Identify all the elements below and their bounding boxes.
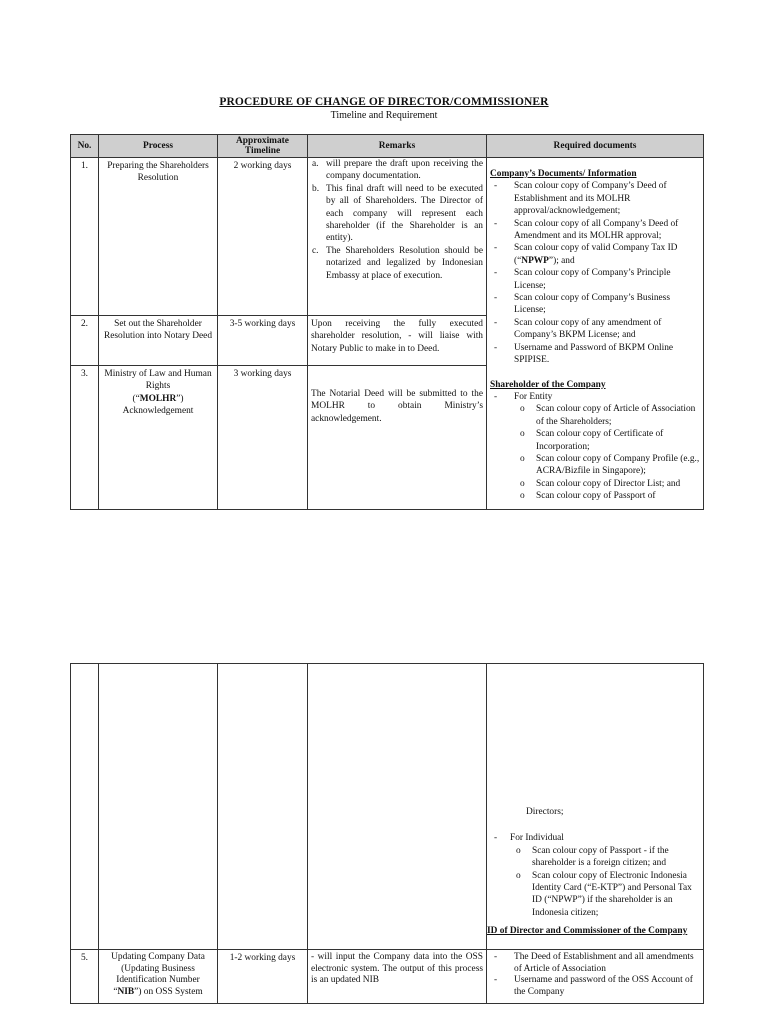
list-item: - Scan colour copy of all Company’s Deed of Amendment and its MOLHR approval; [494,218,679,242]
oss-documents-list [490,952,700,998]
list-item: o Scan colour copy of Electronic Indonesia Identity Card (“E-KTP”) and Personal Tax ID (“NPWP”) if the shareholder is an Indonesia citizen; [516,870,692,918]
timeline-cell [218,664,308,950]
row-number: 3. [71,366,99,510]
table-header-row [71,135,704,158]
required-documents-cell [487,664,704,950]
list-item: o Scan colour copy of Certificate of Incorporation; [520,429,664,452]
list-item: o Scan colour copy of Article of Association of the Shareholders; [520,404,696,427]
entity-documents-list [514,403,700,504]
procedure-table-continued [70,663,704,1004]
list-item: - Scan colour copy of Company’s Principle License; [494,268,671,291]
header-remarks: Remarks [308,135,487,158]
header-process: Process [99,135,218,158]
process-cell: Ministry of Law and Human Rights (“MOLHR”) Acknowledgement [99,366,218,510]
timeline-cell: 1-2 working days [218,950,308,1004]
list-item: o Scan colour copy of Company Profile (e.g., ACRA/Bizfile in Singapore); [520,453,700,477]
remarks-cell: - will input the Company data into the OSS electronic system. The output of this process is an updated NIB [308,950,487,1004]
list-item: - Scan colour copy of Company’s Business License; [494,293,670,316]
individual-documents-list [510,845,700,919]
row-number: 5. [71,950,99,1004]
row-number [71,664,99,950]
company-documents-list [490,180,700,366]
list-item: b. This final draft will need to be executed by all of Shareholders. The Director of each company will represent each shareholder (if the Shareholder is an entity). [312,183,483,244]
table-row [71,158,704,316]
table-row [71,664,704,950]
document-subtitle: Timeline and Requirement [330,110,438,121]
individual-list [490,832,700,919]
table-row [71,950,704,1004]
list-item: o Scan colour copy of Passport - if the shareholder is a foreign citizen; and [516,845,669,869]
id-director-heading: ID of Director and Commissioner of the Company [487,926,688,937]
timeline-cell: 3-5 working days [218,316,308,366]
remarks-cell [308,158,487,316]
timeline-cell: 2 working days [218,158,308,316]
required-documents-cell [487,950,704,1004]
process-cell: Set out the Shareholder Resolution into Notary Deed [99,316,218,366]
list-item: a. will prepare the draft upon receiving the company documentation. [312,159,483,182]
remarks-cell [308,664,487,950]
list-item: o Scan colour copy of Passport of [520,491,656,502]
process-cell: Preparing the Shareholders Resolution [99,158,218,316]
process-cell: Updating Company Data (Updating Business Identification Number “NIB”) on OSS System [99,950,218,1004]
procedure-table [70,134,704,510]
list-item: - Username and Password of BKPM Online SPIPISE. [494,342,674,366]
process-cell [99,664,218,950]
document-title: PROCEDURE OF CHANGE OF DIRECTOR/COMMISSIONER [219,96,549,108]
list-item: - For Entity o Scan colour copy of Article of Association of the Shareholders; o Scan colour copy of Certificate of Incorporation; o Scan colour copy of Company Profile (e.g., ACRA/Bizfile in Singapore); o Scan colour copy of Director List; and o Scan colour copy of Passport of [514,391,700,504]
list-item: - Scan colour copy of Company’s Deed of Establishment and its MOLHR approval/acknowledgement; [494,181,667,217]
row-number: 2. [71,316,99,366]
shareholder-heading: Shareholder of the Company [490,379,606,390]
list-item: - Username and password of the OSS Account of the Company [494,975,693,997]
directors-tail: Directors; [526,807,564,817]
header-required-documents: Required documents [487,135,704,158]
company-documents-heading: Company’s Documents/ Information [490,169,637,179]
required-documents-cell [487,158,704,510]
list-item: - For Individual o Scan colour copy of Passport - if the shareholder is a foreign citizen; and o Scan colour copy of Electronic Indonesia Identity Card (“E-KTP”) and Personal Tax ID (“NPWP”) if the shareholder is an Indonesia citizen; [510,832,700,919]
timeline-cell: 3 working days [218,366,308,510]
row-number: 1. [71,158,99,316]
list-item: - Scan colour copy of valid Company Tax ID (“NPWP”); and [494,243,678,266]
remarks-list [311,158,483,282]
header-no: No. [71,135,99,158]
list-item: o Scan colour copy of Director List; and [520,478,681,489]
remarks-cell: The Notarial Deed will be submitted to the MOLHR to obtain Ministry’s acknowledgement. [308,366,487,510]
list-item: c. The Shareholders Resolution should be notarized and legalized by Indonesian Embassy at place of execution. [312,245,483,281]
list-item: - Scan colour copy of any amendment of Company’s BKPM License; and [494,317,662,341]
list-item: - The Deed of Establishment and all amendments of Article of Association [494,952,694,974]
shareholder-list [490,391,700,504]
header-timeline: Approximate Timeline [218,135,308,158]
remarks-cell: Upon receiving the fully executed shareholder resolution, - will liaise with Notary Public to make in to Deed. [308,316,487,366]
